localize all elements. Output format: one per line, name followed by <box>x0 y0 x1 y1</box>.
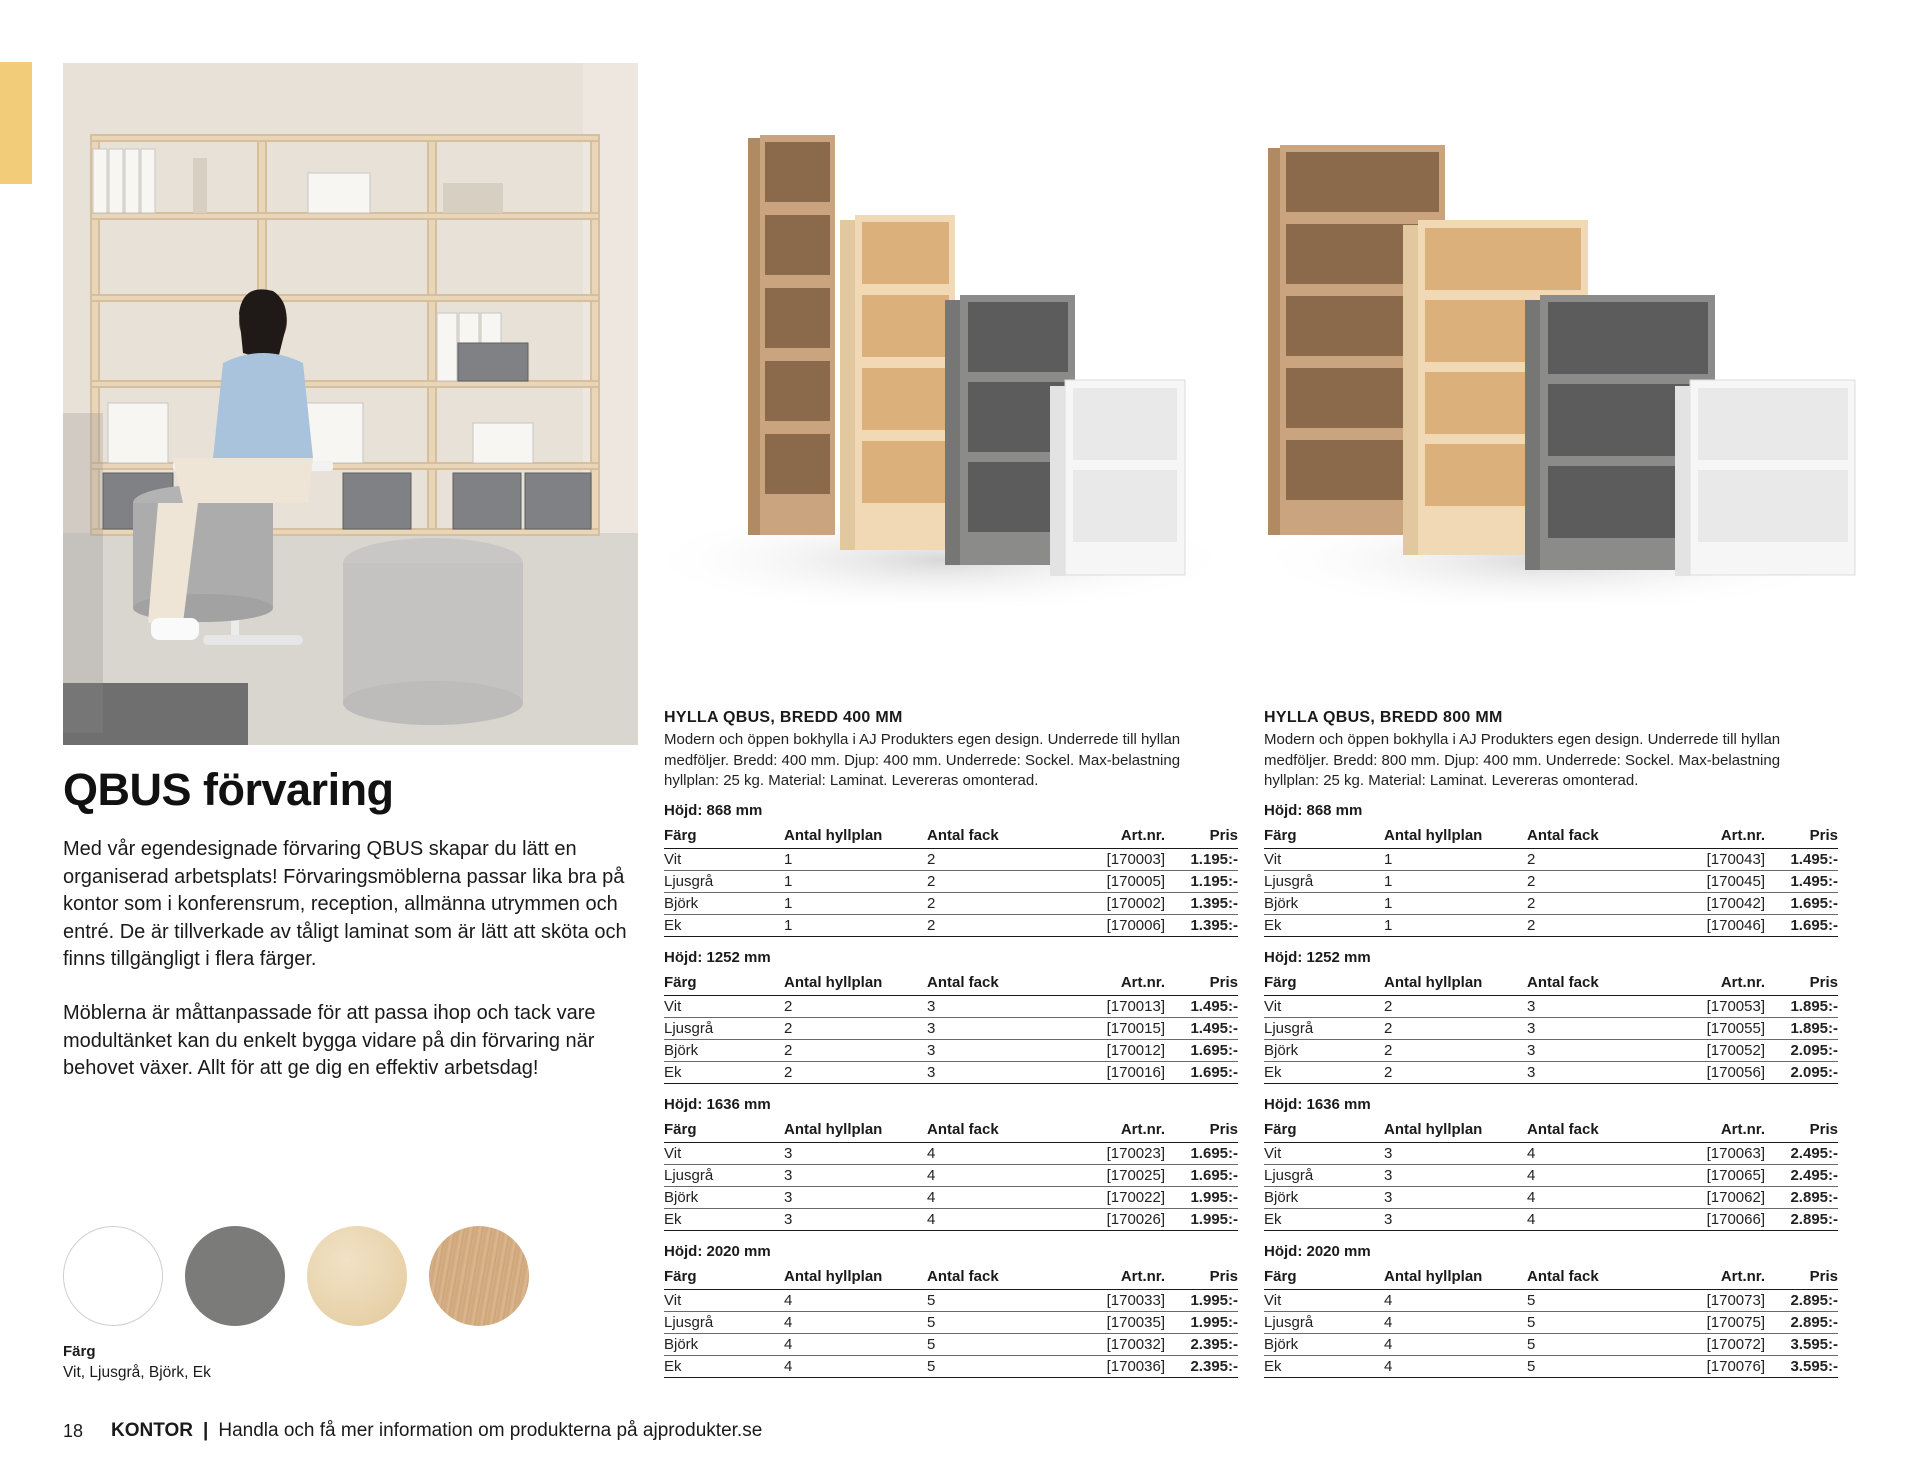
table-row <box>1264 848 1838 870</box>
product-title: HYLLA QBUS, BREDD 800 MM <box>1264 709 1503 726</box>
office-scene-illustration <box>63 63 638 745</box>
table-header-row <box>664 972 1238 996</box>
swatch-birch <box>307 1226 407 1326</box>
table-cell-price: 1.495:- <box>1765 848 1838 870</box>
table-row <box>1264 1355 1838 1377</box>
table-cell-price: 2.895:- <box>1765 1311 1838 1333</box>
table-cell-color: Ek <box>1264 1061 1384 1083</box>
table-cell-compartments: 3 <box>1527 1039 1667 1061</box>
table-cell-artnr: [170073] <box>1667 1289 1765 1311</box>
price-tables <box>1264 802 1838 1378</box>
price-tables <box>664 802 1238 1378</box>
table-cell-color: Ek <box>664 1355 784 1377</box>
height-label: Höjd: 1636 mm <box>1264 1095 1371 1113</box>
table-row <box>664 1355 1238 1377</box>
product-description: Modern och öppen bokhylla i AJ Produkters egen design. Underrede till hyllan medföljer. Bredd: 800 mm. Djup: 400 mm. Underrede: Sockel. Max-belastning hyllplan: 25 kg. Material: Laminat. Levereras omonterad. <box>1264 731 1781 789</box>
column-header: Färg <box>1264 1266 1384 1290</box>
intro-paragraph-2: Möblerna är måttanpassade för att passa ihop och tack vare modultänket kan du enkelt bygga vidare på din förvaring när behovet växer. Allt för att ge dig en effektiv arbetsdag! <box>63 1002 596 1079</box>
table-cell-shelves: 3 <box>784 1142 927 1164</box>
table-cell-price: 3.595:- <box>1765 1355 1838 1377</box>
table-cell-compartments: 2 <box>927 892 1067 914</box>
table-cell-artnr: [170042] <box>1667 892 1765 914</box>
table-cell-shelves: 3 <box>784 1208 927 1230</box>
table-cell-shelves: 2 <box>1384 1061 1527 1083</box>
height-block <box>664 949 1238 1084</box>
table-header-row <box>664 1266 1238 1290</box>
table-cell-compartments: 4 <box>927 1208 1067 1230</box>
height-label: Höjd: 868 mm <box>1264 801 1363 819</box>
table-cell-color: Vit <box>664 848 784 870</box>
table-cell-color: Ljusgrå <box>1264 1017 1384 1039</box>
table-cell-price: 1.495:- <box>1765 870 1838 892</box>
height-block <box>1264 949 1838 1084</box>
column-header: Antal hyllplan <box>784 1266 927 1290</box>
table-cell-compartments: 4 <box>927 1186 1067 1208</box>
table-cell-artnr: [170035] <box>1067 1311 1165 1333</box>
column-header: Pris <box>1165 825 1238 849</box>
table-cell-compartments: 3 <box>927 1017 1067 1039</box>
table-row <box>664 1142 1238 1164</box>
table-cell-color: Björk <box>664 892 784 914</box>
column-header: Pris <box>1165 1119 1238 1143</box>
table-cell-artnr: [170025] <box>1067 1164 1165 1186</box>
table-row <box>664 1311 1238 1333</box>
table-cell-compartments: 5 <box>1527 1311 1667 1333</box>
table-cell-shelves: 3 <box>1384 1164 1527 1186</box>
table-cell-shelves: 4 <box>784 1311 927 1333</box>
table-row <box>1264 1333 1838 1355</box>
price-table <box>1264 1266 1838 1378</box>
table-cell-shelves: 3 <box>784 1186 927 1208</box>
column-header: Pris <box>1765 825 1838 849</box>
color-options: Vit, Ljusgrå, Björk, Ek <box>63 1364 211 1381</box>
table-cell-compartments: 2 <box>927 914 1067 936</box>
table-cell-shelves: 1 <box>784 870 927 892</box>
page-title: QBUS förvaring <box>63 764 394 815</box>
table-cell-artnr: [170036] <box>1067 1355 1165 1377</box>
swatch-light-grey <box>185 1226 285 1326</box>
table-cell-artnr: [170066] <box>1667 1208 1765 1230</box>
table-cell-price: 2.395:- <box>1165 1355 1238 1377</box>
table-cell-compartments: 5 <box>927 1333 1067 1355</box>
table-cell-color: Björk <box>1264 892 1384 914</box>
price-table <box>664 1119 1238 1231</box>
table-row <box>664 914 1238 936</box>
table-cell-price: 2.895:- <box>1765 1208 1838 1230</box>
price-table <box>664 825 1238 937</box>
table-cell-color: Ek <box>664 914 784 936</box>
table-row <box>664 848 1238 870</box>
table-cell-color: Ljusgrå <box>664 870 784 892</box>
table-cell-price: 1.195:- <box>1165 848 1238 870</box>
product-qbus-800 <box>1264 709 1838 1390</box>
column-header: Art.nr. <box>1667 1266 1765 1290</box>
table-cell-artnr: [170065] <box>1667 1164 1765 1186</box>
column-header: Färg <box>1264 825 1384 849</box>
table-cell-shelves: 2 <box>784 1061 927 1083</box>
table-cell-color: Ljusgrå <box>664 1017 784 1039</box>
table-cell-price: 1.195:- <box>1165 870 1238 892</box>
table-cell-price: 1.695:- <box>1165 1142 1238 1164</box>
table-cell-color: Ek <box>664 1208 784 1230</box>
table-cell-artnr: [170076] <box>1667 1355 1765 1377</box>
table-cell-shelves: 3 <box>1384 1142 1527 1164</box>
column-header: Antal hyllplan <box>1384 1266 1527 1290</box>
table-row <box>664 870 1238 892</box>
table-cell-artnr: [170043] <box>1667 848 1765 870</box>
table-cell-shelves: 3 <box>1384 1208 1527 1230</box>
table-cell-artnr: [170005] <box>1067 870 1165 892</box>
table-cell-artnr: [170075] <box>1667 1311 1765 1333</box>
table-cell-shelves: 2 <box>784 995 927 1017</box>
column-header: Antal fack <box>927 1119 1067 1143</box>
table-cell-shelves: 4 <box>784 1289 927 1311</box>
column-header: Färg <box>664 825 784 849</box>
table-cell-artnr: [170013] <box>1067 995 1165 1017</box>
table-cell-shelves: 1 <box>784 914 927 936</box>
table-cell-color: Vit <box>1264 1289 1384 1311</box>
table-cell-color: Ljusgrå <box>664 1311 784 1333</box>
table-cell-price: 1.895:- <box>1765 995 1838 1017</box>
table-cell-compartments: 3 <box>927 995 1067 1017</box>
table-row <box>664 1208 1238 1230</box>
column-header: Antal hyllplan <box>784 825 927 849</box>
price-table <box>1264 972 1838 1084</box>
table-cell-compartments: 4 <box>1527 1164 1667 1186</box>
table-row <box>1264 1039 1838 1061</box>
price-table <box>1264 1119 1838 1231</box>
table-cell-price: 1.395:- <box>1165 914 1238 936</box>
table-cell-color: Ek <box>1264 1208 1384 1230</box>
table-row <box>664 1333 1238 1355</box>
column-header: Antal hyllplan <box>784 1119 927 1143</box>
table-cell-color: Vit <box>1264 848 1384 870</box>
table-row <box>664 1061 1238 1083</box>
table-cell-shelves: 1 <box>1384 914 1527 936</box>
table-cell-artnr: [170063] <box>1667 1142 1765 1164</box>
bookshelf-400-illustration <box>640 90 1260 650</box>
price-table <box>1264 825 1838 937</box>
table-cell-compartments: 3 <box>927 1061 1067 1083</box>
height-block <box>664 1096 1238 1231</box>
table-row <box>664 892 1238 914</box>
table-cell-shelves: 1 <box>1384 848 1527 870</box>
height-label: Höjd: 2020 mm <box>664 1242 771 1260</box>
column-header: Antal hyllplan <box>1384 972 1527 996</box>
table-cell-artnr: [170012] <box>1067 1039 1165 1061</box>
table-row <box>1264 1208 1838 1230</box>
table-row <box>664 1039 1238 1061</box>
table-cell-compartments: 2 <box>1527 914 1667 936</box>
intro-paragraph-1: Med vår egendesignade förvaring QBUS skapar du lätt en organiserad arbetsplats! Förvaringsmöblerna passar lika bra på kontor som i konferensrum, reception, allmänna utrymmen och entré. De är tillverkade av tåligt laminat som är lätt att sköta och finns tillgängligt i flera färger. <box>63 838 627 970</box>
height-block <box>664 1243 1238 1378</box>
table-header-row <box>1264 1119 1838 1143</box>
table-row <box>1264 1142 1838 1164</box>
table-cell-color: Vit <box>664 1289 784 1311</box>
table-cell-compartments: 4 <box>927 1142 1067 1164</box>
table-header-row <box>1264 972 1838 996</box>
height-block <box>1264 1243 1838 1378</box>
table-cell-compartments: 2 <box>1527 892 1667 914</box>
table-cell-shelves: 4 <box>1384 1355 1527 1377</box>
table-cell-compartments: 4 <box>927 1164 1067 1186</box>
table-cell-color: Ljusgrå <box>1264 1311 1384 1333</box>
table-cell-color: Ek <box>1264 914 1384 936</box>
page-number: 18 <box>63 1420 84 1441</box>
column-header: Pris <box>1765 1266 1838 1290</box>
column-header: Pris <box>1765 972 1838 996</box>
table-cell-price: 2.395:- <box>1165 1333 1238 1355</box>
table-cell-shelves: 4 <box>1384 1333 1527 1355</box>
height-label: Höjd: 1252 mm <box>1264 948 1371 966</box>
price-table <box>664 972 1238 1084</box>
column-header: Antal fack <box>927 825 1067 849</box>
table-cell-shelves: 1 <box>784 848 927 870</box>
table-cell-color: Vit <box>1264 1142 1384 1164</box>
table-cell-price: 1.695:- <box>1165 1061 1238 1083</box>
column-header: Färg <box>664 1266 784 1290</box>
table-cell-color: Ek <box>1264 1355 1384 1377</box>
table-cell-color: Vit <box>1264 995 1384 1017</box>
table-cell-color: Vit <box>664 1142 784 1164</box>
column-header: Färg <box>664 1119 784 1143</box>
column-header: Antal hyllplan <box>1384 1119 1527 1143</box>
table-cell-artnr: [170002] <box>1067 892 1165 914</box>
table-cell-shelves: 4 <box>784 1355 927 1377</box>
table-row <box>1264 1164 1838 1186</box>
section-tab-marker <box>0 62 32 184</box>
table-cell-artnr: [170015] <box>1067 1017 1165 1039</box>
table-cell-compartments: 4 <box>1527 1186 1667 1208</box>
column-header: Färg <box>664 972 784 996</box>
table-cell-artnr: [170062] <box>1667 1186 1765 1208</box>
table-cell-price: 1.995:- <box>1165 1289 1238 1311</box>
column-header: Antal fack <box>927 1266 1067 1290</box>
table-cell-shelves: 4 <box>784 1333 927 1355</box>
table-cell-artnr: [170022] <box>1067 1186 1165 1208</box>
table-cell-color: Björk <box>1264 1333 1384 1355</box>
height-label: Höjd: 1252 mm <box>664 948 771 966</box>
table-cell-shelves: 1 <box>1384 870 1527 892</box>
table-cell-compartments: 3 <box>927 1039 1067 1061</box>
column-header: Art.nr. <box>1067 1119 1165 1143</box>
table-cell-compartments: 2 <box>1527 870 1667 892</box>
table-cell-color: Vit <box>664 995 784 1017</box>
table-cell-artnr: [170026] <box>1067 1208 1165 1230</box>
table-cell-color: Ljusgrå <box>1264 1164 1384 1186</box>
table-cell-price: 1.995:- <box>1165 1208 1238 1230</box>
table-cell-artnr: [170055] <box>1667 1017 1765 1039</box>
table-cell-price: 2.895:- <box>1765 1186 1838 1208</box>
table-cell-price: 1.995:- <box>1165 1186 1238 1208</box>
table-cell-shelves: 2 <box>1384 995 1527 1017</box>
table-cell-price: 2.495:- <box>1765 1142 1838 1164</box>
table-cell-shelves: 2 <box>784 1017 927 1039</box>
table-cell-color: Björk <box>1264 1039 1384 1061</box>
table-row <box>1264 1061 1838 1083</box>
color-swatches <box>63 1226 529 1326</box>
swatch-oak <box>429 1226 529 1326</box>
table-header-row <box>664 825 1238 849</box>
table-row <box>664 1289 1238 1311</box>
column-header: Art.nr. <box>1067 972 1165 996</box>
table-row <box>1264 1186 1838 1208</box>
table-cell-price: 2.895:- <box>1765 1289 1838 1311</box>
column-header: Antal hyllplan <box>784 972 927 996</box>
height-block <box>1264 1096 1838 1231</box>
column-header: Färg <box>1264 1119 1384 1143</box>
table-cell-shelves: 1 <box>1384 892 1527 914</box>
product-title: HYLLA QBUS, BREDD 400 MM <box>664 709 903 726</box>
table-cell-price: 1.895:- <box>1765 1017 1838 1039</box>
column-header: Art.nr. <box>1067 825 1165 849</box>
table-cell-artnr: [170006] <box>1067 914 1165 936</box>
table-cell-artnr: [170046] <box>1667 914 1765 936</box>
table-cell-compartments: 2 <box>1527 848 1667 870</box>
table-header-row <box>664 1119 1238 1143</box>
column-header: Art.nr. <box>1067 1266 1165 1290</box>
color-label: Färg <box>63 1343 96 1360</box>
table-cell-compartments: 2 <box>927 870 1067 892</box>
column-header: Färg <box>1264 972 1384 996</box>
table-row <box>664 1164 1238 1186</box>
table-cell-price: 1.395:- <box>1165 892 1238 914</box>
table-row <box>664 995 1238 1017</box>
table-cell-shelves: 4 <box>1384 1311 1527 1333</box>
table-cell-compartments: 5 <box>927 1289 1067 1311</box>
table-cell-artnr: [170045] <box>1667 870 1765 892</box>
bookshelf-800-illustration <box>1250 100 1860 650</box>
footer-separator: | <box>203 1420 209 1441</box>
table-row <box>1264 870 1838 892</box>
table-row <box>1264 892 1838 914</box>
table-cell-shelves: 1 <box>784 892 927 914</box>
table-cell-price: 1.695:- <box>1765 914 1838 936</box>
table-cell-compartments: 3 <box>1527 1017 1667 1039</box>
height-label: Höjd: 1636 mm <box>664 1095 771 1113</box>
table-row <box>1264 914 1838 936</box>
table-cell-price: 2.095:- <box>1765 1039 1838 1061</box>
table-cell-color: Ek <box>664 1061 784 1083</box>
height-label: Höjd: 868 mm <box>664 801 763 819</box>
table-cell-compartments: 4 <box>1527 1142 1667 1164</box>
table-cell-compartments: 5 <box>1527 1333 1667 1355</box>
table-cell-color: Ljusgrå <box>1264 870 1384 892</box>
lifestyle-photo <box>63 63 638 745</box>
table-cell-artnr: [170072] <box>1667 1333 1765 1355</box>
swatch-white <box>63 1226 163 1326</box>
table-row <box>1264 995 1838 1017</box>
height-block <box>664 802 1238 937</box>
table-cell-compartments: 5 <box>927 1355 1067 1377</box>
table-cell-color: Ljusgrå <box>664 1164 784 1186</box>
table-header-row <box>1264 825 1838 849</box>
column-header: Art.nr. <box>1667 972 1765 996</box>
table-cell-price: 1.995:- <box>1165 1311 1238 1333</box>
table-row <box>1264 1311 1838 1333</box>
table-cell-compartments: 4 <box>1527 1208 1667 1230</box>
table-row <box>1264 1017 1838 1039</box>
table-cell-shelves: 2 <box>1384 1039 1527 1061</box>
column-header: Antal fack <box>1527 825 1667 849</box>
table-cell-color: Björk <box>664 1333 784 1355</box>
table-row <box>664 1017 1238 1039</box>
table-cell-price: 1.695:- <box>1765 892 1838 914</box>
column-header: Art.nr. <box>1667 1119 1765 1143</box>
price-table <box>664 1266 1238 1378</box>
column-header: Antal hyllplan <box>1384 825 1527 849</box>
table-cell-artnr: [170023] <box>1067 1142 1165 1164</box>
table-cell-price: 1.695:- <box>1165 1039 1238 1061</box>
table-row <box>664 1186 1238 1208</box>
table-cell-artnr: [170016] <box>1067 1061 1165 1083</box>
table-header-row <box>1264 1266 1838 1290</box>
product-description: Modern och öppen bokhylla i AJ Produkters egen design. Underrede till hyllan medföljer. Bredd: 400 mm. Djup: 400 mm. Underrede: Sockel. Max-belastning hyllplan: 25 kg. Material: Laminat. Levereras omonterad. <box>664 731 1181 789</box>
table-cell-artnr: [170053] <box>1667 995 1765 1017</box>
column-header: Pris <box>1165 972 1238 996</box>
column-header: Art.nr. <box>1667 825 1765 849</box>
table-cell-shelves: 3 <box>1384 1186 1527 1208</box>
table-cell-artnr: [170033] <box>1067 1289 1165 1311</box>
table-cell-price: 2.495:- <box>1765 1164 1838 1186</box>
table-cell-price: 1.495:- <box>1165 1017 1238 1039</box>
column-header: Pris <box>1165 1266 1238 1290</box>
table-cell-compartments: 2 <box>927 848 1067 870</box>
table-cell-artnr: [170052] <box>1667 1039 1765 1061</box>
table-cell-price: 3.595:- <box>1765 1333 1838 1355</box>
column-header: Antal fack <box>927 972 1067 996</box>
table-cell-artnr: [170003] <box>1067 848 1165 870</box>
table-cell-shelves: 2 <box>1384 1017 1527 1039</box>
table-cell-artnr: [170056] <box>1667 1061 1765 1083</box>
column-header: Pris <box>1765 1119 1838 1143</box>
height-block <box>1264 802 1838 937</box>
height-label: Höjd: 2020 mm <box>1264 1242 1371 1260</box>
product-qbus-400 <box>664 709 1238 1390</box>
page-footer <box>63 1420 762 1442</box>
table-cell-color: Björk <box>664 1039 784 1061</box>
footer-tagline: Handla och få mer information om produkterna på ajprodukter.se <box>218 1420 763 1441</box>
table-cell-price: 2.095:- <box>1765 1061 1838 1083</box>
table-cell-compartments: 3 <box>1527 995 1667 1017</box>
table-cell-color: Björk <box>664 1186 784 1208</box>
table-cell-price: 1.495:- <box>1165 995 1238 1017</box>
table-cell-compartments: 3 <box>1527 1061 1667 1083</box>
table-cell-shelves: 2 <box>784 1039 927 1061</box>
table-cell-shelves: 4 <box>1384 1289 1527 1311</box>
table-cell-shelves: 3 <box>784 1164 927 1186</box>
table-cell-compartments: 5 <box>1527 1355 1667 1377</box>
table-cell-artnr: [170032] <box>1067 1333 1165 1355</box>
column-header: Antal fack <box>1527 972 1667 996</box>
table-cell-compartments: 5 <box>927 1311 1067 1333</box>
table-cell-compartments: 5 <box>1527 1289 1667 1311</box>
table-cell-color: Björk <box>1264 1186 1384 1208</box>
column-header: Antal fack <box>1527 1119 1667 1143</box>
section-name: KONTOR <box>111 1420 194 1441</box>
column-header: Antal fack <box>1527 1266 1667 1290</box>
table-cell-price: 1.695:- <box>1165 1164 1238 1186</box>
table-row <box>1264 1289 1838 1311</box>
